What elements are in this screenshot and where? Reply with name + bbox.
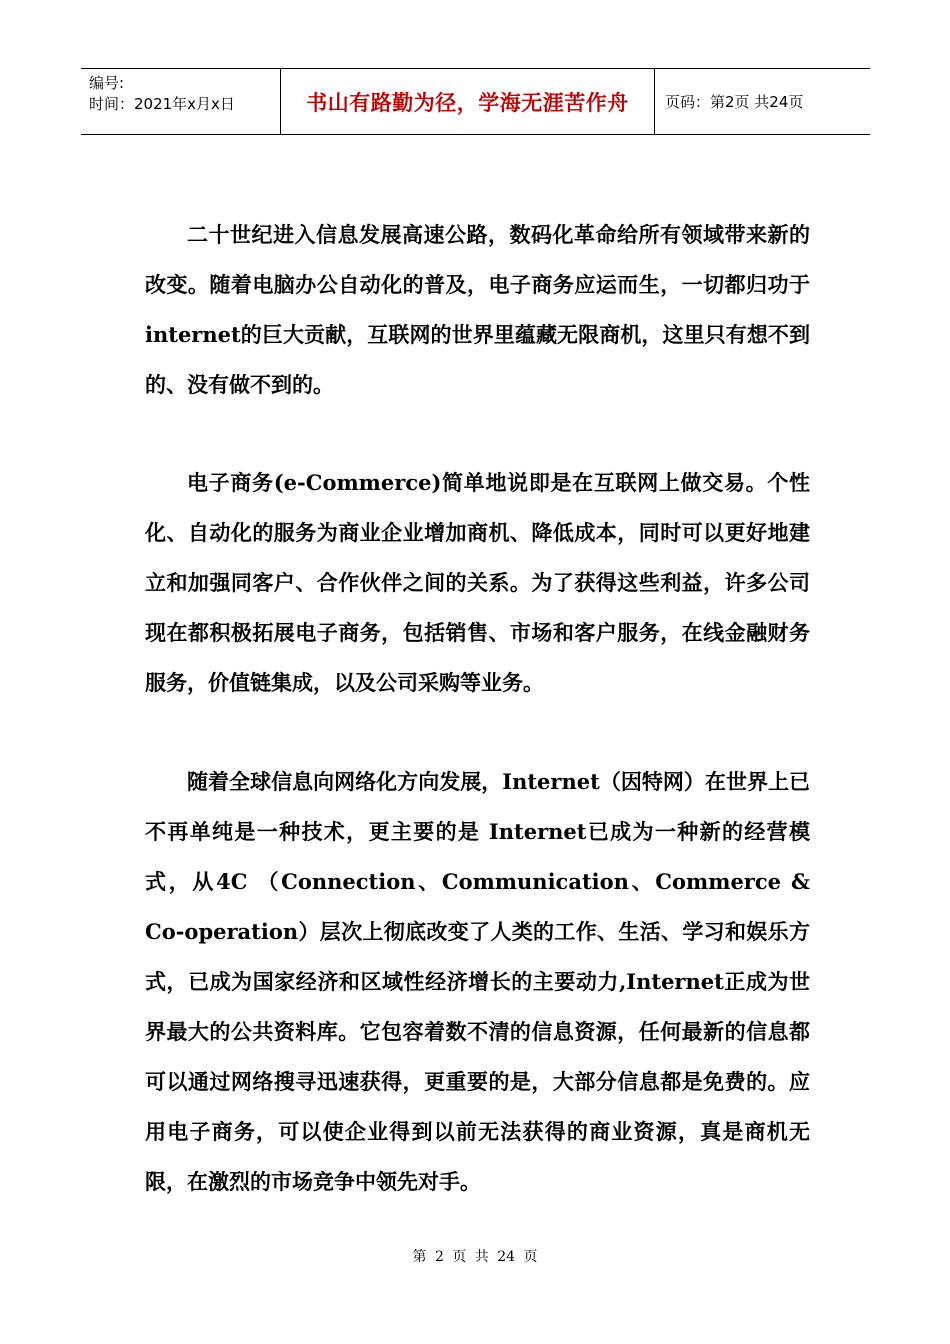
header-motto: 书山有路勤为径，学海无涯苦作舟 <box>281 69 655 134</box>
document-date-label: 时间：2021年x月x日 <box>89 95 235 113</box>
document-number-label: 编号: <box>89 74 125 92</box>
page-footer: 第 2 页 共 24 页 <box>412 1249 538 1265</box>
paragraph-2: 电子商务(e-Commerce)简单地说即是在互联网上做交易。个性化、自动化的服务为商业企业增加商机、降低成本，同时可以更好地建立和加强同客户、合作伙伴之间的关系。为了获得这些利益，许多公司现在都积极拓展电子商务，包括销售、市场和客户服务，在线金融财务服务，价值链集成，以及公司采购等业务。 <box>145 470 810 695</box>
paragraph-3: 随着全球信息向网络化方向发展，Internet（因特网）在世界上已不再单纯是一种技术，更主要的是 Internet已成为一种新的经营模式，从4C （Connection、Communication、Commerce & Co-operation）层次上彻底改变了人类的工作、生活、学习和娱乐方式，已成为国家经济和区域性经济增长的主要动力,Internet正成为世界最大的公共资料库。它包容着数不清的信息资源，任何最新的信息都可以通过网络搜寻迅速获得，更重要的是，大部分信息都是免费的。应用电子商务，可以使企业得到以前无法获得的商业资源，真是商机无限，在激烈的市场竞争中领先对手。 <box>145 769 810 1194</box>
header-page-number: 页码：第2页 共24页 <box>665 93 804 111</box>
page-header <box>81 68 870 135</box>
header-info-cell <box>81 69 281 134</box>
paragraph-1: 二十世纪进入信息发展高速公路，数码化革命给所有领域带来新的改变。随着电脑办公自动化的普及，电子商务应运而生，一切都归功于internet的巨大贡献，互联网的世界里蕴藏无限商机，这里只有想不到的、没有做不到的。 <box>145 222 810 397</box>
